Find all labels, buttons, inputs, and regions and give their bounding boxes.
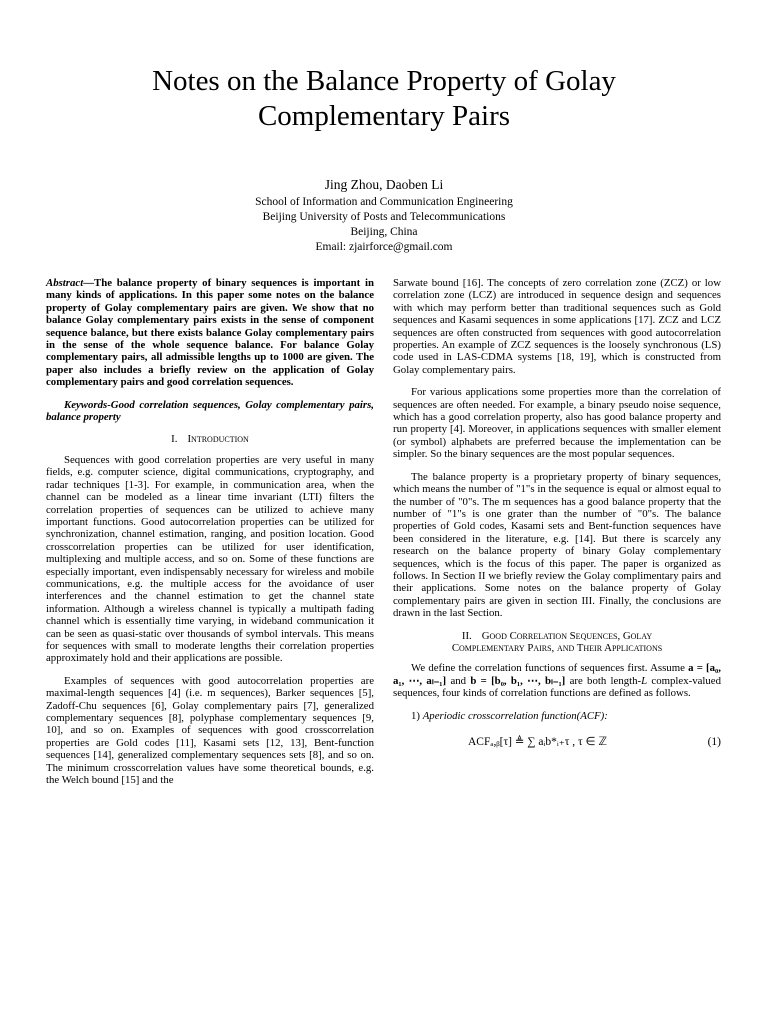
paper-title-line1: Notes on the Balance Property of Golay (152, 65, 616, 97)
author-names: Jing Zhou, Daoben Li (324, 177, 444, 192)
section-heading-2 (393, 630, 721, 655)
paper-title (40, 64, 728, 134)
intro-paragraph-4: For various applications some properties more than the correlation of sequences are often needed. For example, a binary pseudo noise sequence, which has a good correlation property, also has good balance property and run property [4]. Moreover, in applications sequences with smaller element (or symbol) alphabets are preferred because the implementation can be simpler. So the binary sequences are the most popular sequences. (393, 386, 721, 461)
affiliation-line3: Beijing, China (350, 226, 418, 238)
length-symbol: L (641, 674, 648, 687)
abstract (46, 277, 374, 389)
subsection-number: 1) (411, 709, 420, 722)
abstract-body: The balance property of binary sequences is important in many kinds of applications. In this paper some notes on the balance property of Golay complementary pairs are given. We show that no balance Golay complementary pairs exists in the sense of component sequence balance, but there exists balance Golay complementary pairs in the sense of the whole sequence balance. For balance Golay complementary pairs, all admissible lengths up to 1000 are given. The paper also includes a briefly review on the application of Golay complementary pairs and good correlation sequences. (46, 277, 374, 389)
keywords: Keywords-Good correlation sequences, Golay complementary pairs, balance property (46, 398, 374, 424)
intro-paragraph-1: Sequences with good correlation properties are very useful in many fields, e.g. computer science, digital communications, cryptography, and radar techniques [1-3]. For example, in communication area, when the channel can be modeled as a linear time invariant (LTI) filters the correlation properties of sequences can be utilized to achieve many important functions. Good autocorrelation properties can be utilized for synchronization, channel estimation, ranging, and position location. Good crosscorrelation properties can be utilized for user identification, multiplexing and multiple access, and so on. Some of these functions are especially important, even indispensably necessary for wireless and mobile communications, e.g. the multiple access for the avoidance of user interferences and the channel estimation to get the channel state information. Although a wireless channel is typically a multipath fading channel which is essentially time varying, in wideband communication it can be seen as quasi-static over thousands of symbol intervals. This means for sequences with small to moderate lengths their correlation properties approximately hold and their applications are possible. (46, 453, 374, 665)
section-2-paragraph-1 (393, 662, 721, 699)
text-run: are both length- (565, 674, 642, 687)
abstract-lead: Abstract (46, 277, 84, 289)
section-number: I. (171, 433, 178, 446)
text-run: complex-valued sequences, four kinds of correlation functions are defined as follows. (393, 674, 721, 700)
paper-title-line2: Complementary Pairs (257, 100, 511, 132)
subsection-heading (393, 710, 721, 722)
left-column (46, 277, 374, 786)
equation-1-body: ACFₐ,ᵦ[τ] ≜ ∑ aᵢb*ᵢ₊τ , τ ∈ ℤ (468, 736, 608, 748)
section-title: Introduction (187, 433, 249, 446)
right-column (393, 277, 721, 756)
author-email: Email: zjairforce@gmail.com (315, 241, 453, 253)
intro-paragraph-3: Sarwate bound [16]. The concepts of zero correlation zone (ZCZ) or low correlation zone (LCZ) are introduced in sequence design and sequences with which may perform better than traditional sequences such as Gold sequences and Kasami sequences in some applications [17]. ZCZ and LCZ sequences are often constructed from sequences with good autocorrelation properties. An example of ZCZ sequences is the loosely synchronous (LS) code used in LAS-CDMA systems [18, 19], which is constructed from Golay complementary pairs. (393, 277, 721, 376)
abstract-dash: — (83, 277, 94, 289)
author-block (40, 176, 728, 255)
subsection-title: Aperiodic crosscorrelation function(ACF): (422, 709, 608, 722)
section-heading-introduction (46, 433, 374, 445)
text-run: and (446, 674, 471, 687)
section-2-title-line2: Complementary Pairs, and Their Applications (451, 641, 663, 654)
text-run: We define the correlation functions of sequences first. Assume (411, 662, 689, 675)
sequence-b: b = [b₀, b₁, ⋯, bₗ₋₁] (470, 674, 566, 687)
sequence-a: a = [a₀, a₁, ⋯, aₗ₋₁] (393, 662, 721, 687)
intro-paragraph-5: The balance property is a proprietary property of binary sequences, which means the number of "1"s in the sequence is equal or almost equal to the number of "0"s. The m sequences has a good balance property that the number of "1"s is one grater than the number of "0"s. The balance properties of Gold codes, Kasami sets and Bent-function sequences have been considered in the literature, e.g. [14]. But there is scarcely any research on the balance property of binary Golay complementary sequences, which is the focus of this paper. The paper is organized as follows. In Section II we briefly review the Golay complimentary pairs and their applications. Some notes on the balance property of Golay complementary pairs are given in section III. Finally, the conclusions are drawn in the last Section. (393, 470, 721, 620)
affiliation-line2: Beijing University of Posts and Telecommunications (262, 211, 506, 223)
section-2-number: II. (461, 629, 472, 642)
equation-1 (393, 736, 721, 756)
section-2-title-line1: Good Correlation Sequences, Golay (481, 629, 653, 642)
affiliation-line1: School of Information and Communication Engineering (255, 196, 513, 208)
equation-1-number: (1) (707, 736, 721, 748)
intro-paragraph-2: Examples of sequences with good autocorrelation properties are maximal-length sequences [4] (i.e. m sequences), Barker sequences [5], Zadoff-Chu sequences [6], Golay complementary pairs [7], generalized complementary sequences [8], polyphase complementary sequences [9, 10], and so on. Examples of sequences with good crosscorrelation properties are Gold codes [11], Kasami sets [12, 13], Bent-function sequences [14], generalized complementary sequences sets [8], and so on. The minimum crosscorrelation values have some theoretical bounds, e.g. the Welch bound [15] and the (46, 674, 374, 787)
